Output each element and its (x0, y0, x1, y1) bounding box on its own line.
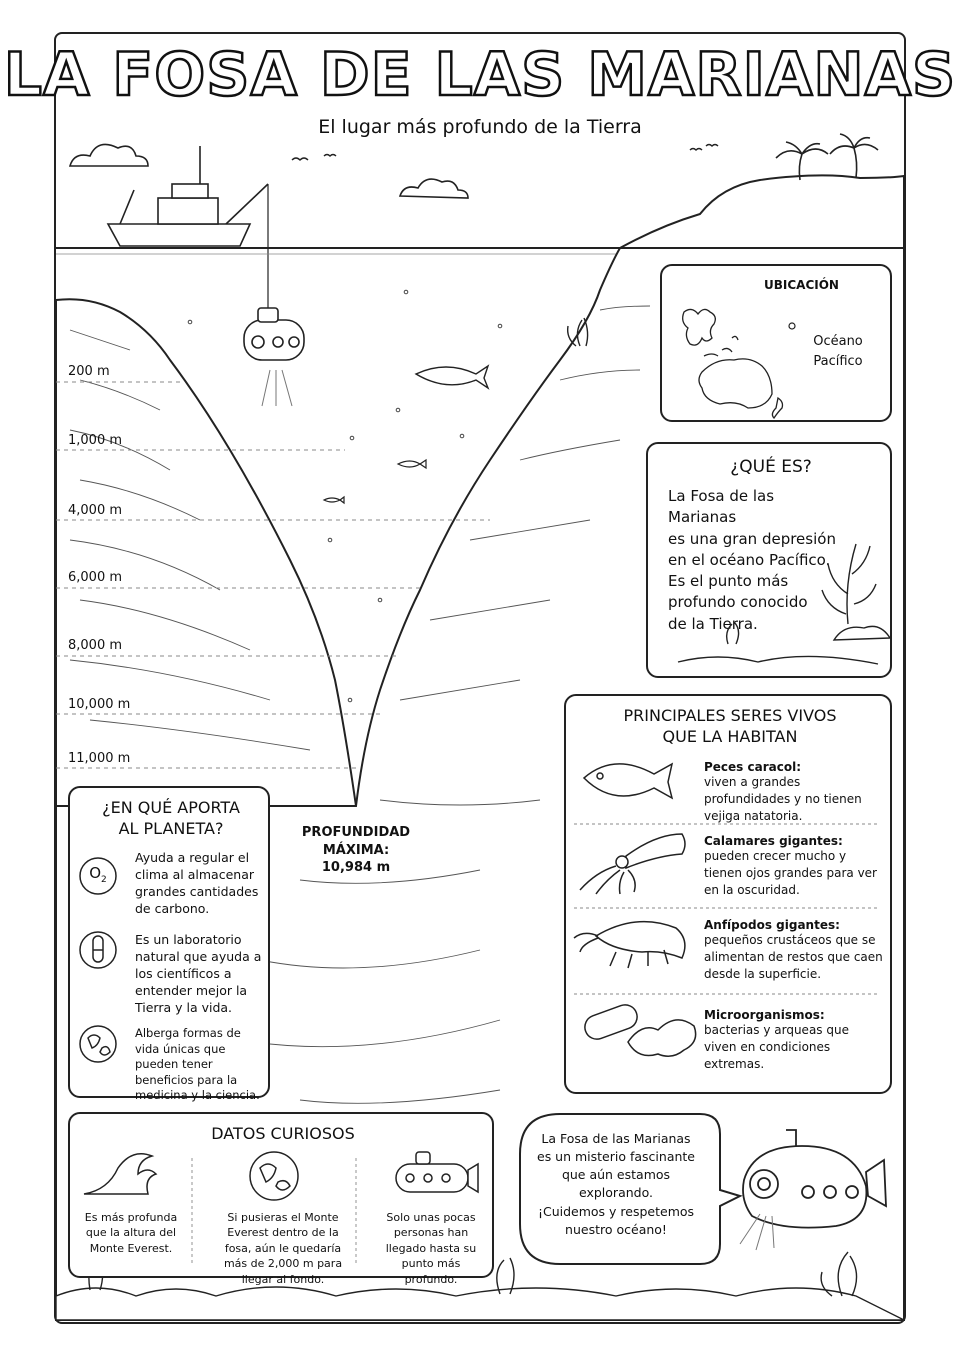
location-title: UBICACIÓN (764, 278, 839, 292)
page-subtitle: El lugar más profundo de la Tierra (318, 116, 642, 138)
oxygen-symbol: $O_2$ (89, 864, 107, 885)
what-is-title: ¿QUÉ ES? (730, 457, 812, 477)
living-beings-title: PRINCIPALES SERES VIVOS QUE LA HABITAN (623, 706, 837, 746)
living-item: Peces caracol: viven a grandes profundidades y no tienen vejiga natatoria. (704, 760, 862, 823)
fun-fact: Es más profunda que la altura del Monte Everest. (84, 1211, 178, 1255)
depth-label: 6,000 m (68, 570, 123, 585)
depth-label: 11,000 m (68, 751, 131, 766)
fun-fact: Solo unas pocas personas han llegado hasta su punto más profundo. (385, 1211, 477, 1286)
contribution-item: Ayuda a regular el clima al almacenar grandes cantidades de carbono. (135, 850, 259, 916)
contribution-item: Alberga formas de vida únicas que pueden tener beneficios para la medicina y la ciencia. (135, 1026, 260, 1103)
depth-label: 4,000 m (68, 503, 123, 518)
living-item: Microorganismos: bacterias y arqueas que viven en condiciones extremas. (704, 1008, 849, 1071)
ocean-label: Océano Pacífico (813, 334, 863, 369)
living-item: Calamares gigantes: pueden crecer mucho y tienen ojos grandes para ver en la oscuridad. (704, 834, 877, 897)
fun-fact: Si pusieras el Monte Everest dentro de la fosa, aún le quedaría más de 2,000 m para llegar al fondo. (223, 1211, 343, 1286)
fun-facts-title: DATOS CURIOSOS (211, 1124, 355, 1143)
living-item: Anfípodos gigantes: pequeños crustáceos que se alimentan de restos que caen desde la superficie. (704, 918, 883, 981)
depth-label: 1,000 m (68, 433, 123, 448)
depth-label: 10,000 m (68, 697, 131, 712)
bubble-text: La Fosa de las Marianas es un misterio fascinante que aún estamos explorando. ¡Cuidemos y respetemos nuestro océano! (537, 1131, 695, 1237)
depth-label: 8,000 m (68, 638, 123, 653)
contribution-title: ¿EN QUÉ APORTA AL PLANETA? (102, 798, 240, 838)
submarine-icon (740, 1130, 886, 1250)
page-title: LA FOSA DE LAS MARIANAS (3, 40, 957, 110)
contribution-item: Es un laboratorio natural que ayuda a los científicos a entender mejor la Tierra y la vida. (135, 932, 262, 1015)
depth-label: 200 m (68, 364, 110, 379)
what-is-text: La Fosa de las Marianas es una gran depresión en el océano Pacífico. Es el punto más profundo conocido de la Tierra. (668, 487, 836, 633)
max-depth-label: PROFUNDIDAD MÁXIMA: 10,984 m (301, 825, 411, 876)
